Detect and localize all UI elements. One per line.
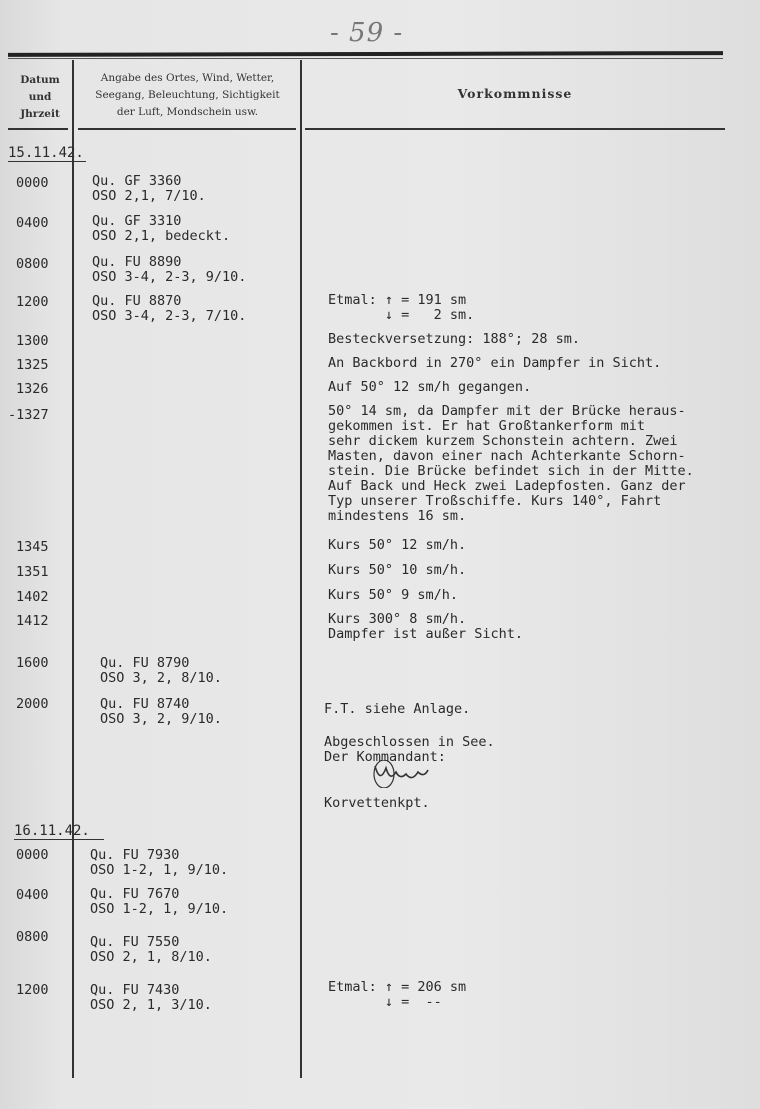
signature-mark — [372, 760, 432, 788]
date-underline — [8, 161, 86, 162]
header-date-column: Datum und Jhrzeit — [20, 74, 60, 120]
event-line: An Backbord in 270° ein Dampfer in Sicht. — [328, 355, 662, 371]
page-number: - 59 - — [330, 18, 404, 48]
location: OSO 3-4, 2-3, 9/10. — [92, 269, 247, 285]
time: 1200 — [16, 294, 49, 310]
event-line: Abgeschlossen in See. — [324, 734, 495, 750]
location: Qu. GF 3360 — [92, 173, 182, 189]
time: 0000 — [16, 175, 49, 191]
top-rule-thin — [8, 58, 723, 59]
event-line: Kurs 50° 12 sm/h. — [328, 537, 467, 553]
time: 0800 — [16, 256, 49, 272]
date-label: 16.11.42. — [14, 823, 90, 839]
event-line: ↓ = 2 sm. — [328, 307, 475, 323]
event-line: Besteckversetzung: 188°; 28 sm. — [328, 331, 580, 347]
location: OSO 2,1, 7/10. — [92, 188, 206, 204]
event-line: Etmal: ↑ = 206 sm — [328, 979, 467, 995]
column-divider-1 — [72, 60, 74, 1078]
event-line: Der Kommandant: — [324, 749, 446, 765]
location: Qu. FU 7930 — [90, 847, 180, 863]
location: OSO 1-2, 1, 9/10. — [90, 862, 229, 878]
event-line: ↓ = -- — [328, 994, 442, 1010]
event-line: F.T. siehe Anlage. — [324, 701, 471, 717]
header-rule-location — [78, 128, 296, 130]
time: 1200 — [16, 982, 49, 998]
time: 2000 — [16, 696, 49, 712]
time: 0400 — [16, 215, 49, 231]
column-divider-2 — [300, 60, 302, 1078]
location: Qu. GF 3310 — [92, 213, 182, 229]
header-location-column: Angabe des Ortes, Wind, Wetter, Seegang, Beleuchtung, Sichtigkeit der Luft, Mondschein usw. — [95, 72, 280, 118]
location: OSO 2,1, bedeckt. — [92, 228, 231, 244]
event-line: Typ unserer Troßschiffe. Kurs 140°, Fahrt — [328, 493, 662, 509]
event-line: Masten, davon einer nach Achterkante Schorn- — [328, 448, 686, 464]
location: OSO 3, 2, 8/10. — [100, 670, 222, 686]
location: OSO 3-4, 2-3, 7/10. — [92, 308, 247, 324]
date-underline — [14, 839, 104, 840]
time: 1325 — [16, 357, 49, 373]
event-line: 50° 14 sm, da Dampfer mit der Brücke heraus- — [328, 403, 686, 419]
time: 0400 — [16, 887, 49, 903]
event-line: sehr dickem kurzem Schonstein achtern. Zwei — [328, 433, 678, 449]
time: 0000 — [16, 847, 49, 863]
event-line: Kurs 50° 10 sm/h. — [328, 562, 467, 578]
time: 1402 — [16, 589, 49, 605]
date-label: 15.11.42. — [8, 145, 84, 161]
event-line: gekommen ist. Er hat Großtankerform mit — [328, 418, 645, 434]
event-line: Auf Back und Heck zwei Ladepfosten. Ganz der — [328, 478, 686, 494]
event-line: Dampfer ist außer Sicht. — [328, 626, 524, 642]
event-line: mindestens 16 sm. — [328, 508, 467, 524]
location: OSO 1-2, 1, 9/10. — [90, 901, 229, 917]
header-rule-events — [305, 128, 725, 130]
event-line: Etmal: ↑ = 191 sm — [328, 292, 467, 308]
location: OSO 2, 1, 3/10. — [90, 997, 212, 1013]
time: 1300 — [16, 333, 49, 349]
time: 0800 — [16, 929, 49, 945]
event-line: Kurs 50° 9 sm/h. — [328, 587, 459, 603]
time: 1600 — [16, 655, 49, 671]
top-rule — [8, 51, 723, 57]
header-events-column: Vorkommnisse — [457, 86, 573, 101]
header-rule-date — [8, 128, 68, 130]
time: 1326 — [16, 381, 49, 397]
location: OSO 3, 2, 9/10. — [100, 711, 222, 727]
location: Qu. FU 8870 — [92, 293, 182, 309]
event-line: Korvettenkpt. — [324, 795, 430, 811]
location: Qu. FU 8740 — [100, 696, 190, 712]
time: -1327 — [8, 407, 49, 423]
event-line: Kurs 300° 8 sm/h. — [328, 611, 467, 627]
event-line: stein. Die Brücke befindet sich in der Mitte. — [328, 463, 694, 479]
location: Qu. FU 8890 — [92, 254, 182, 270]
time: 1351 — [16, 564, 49, 580]
time: 1412 — [16, 613, 49, 629]
location: OSO 2, 1, 8/10. — [90, 949, 212, 965]
location: Qu. FU 7670 — [90, 886, 180, 902]
event-line: Auf 50° 12 sm/h gegangen. — [328, 379, 532, 395]
location: Qu. FU 7550 — [90, 934, 180, 950]
location: Qu. FU 8790 — [100, 655, 190, 671]
location: Qu. FU 7430 — [90, 982, 180, 998]
time: 1345 — [16, 539, 49, 555]
